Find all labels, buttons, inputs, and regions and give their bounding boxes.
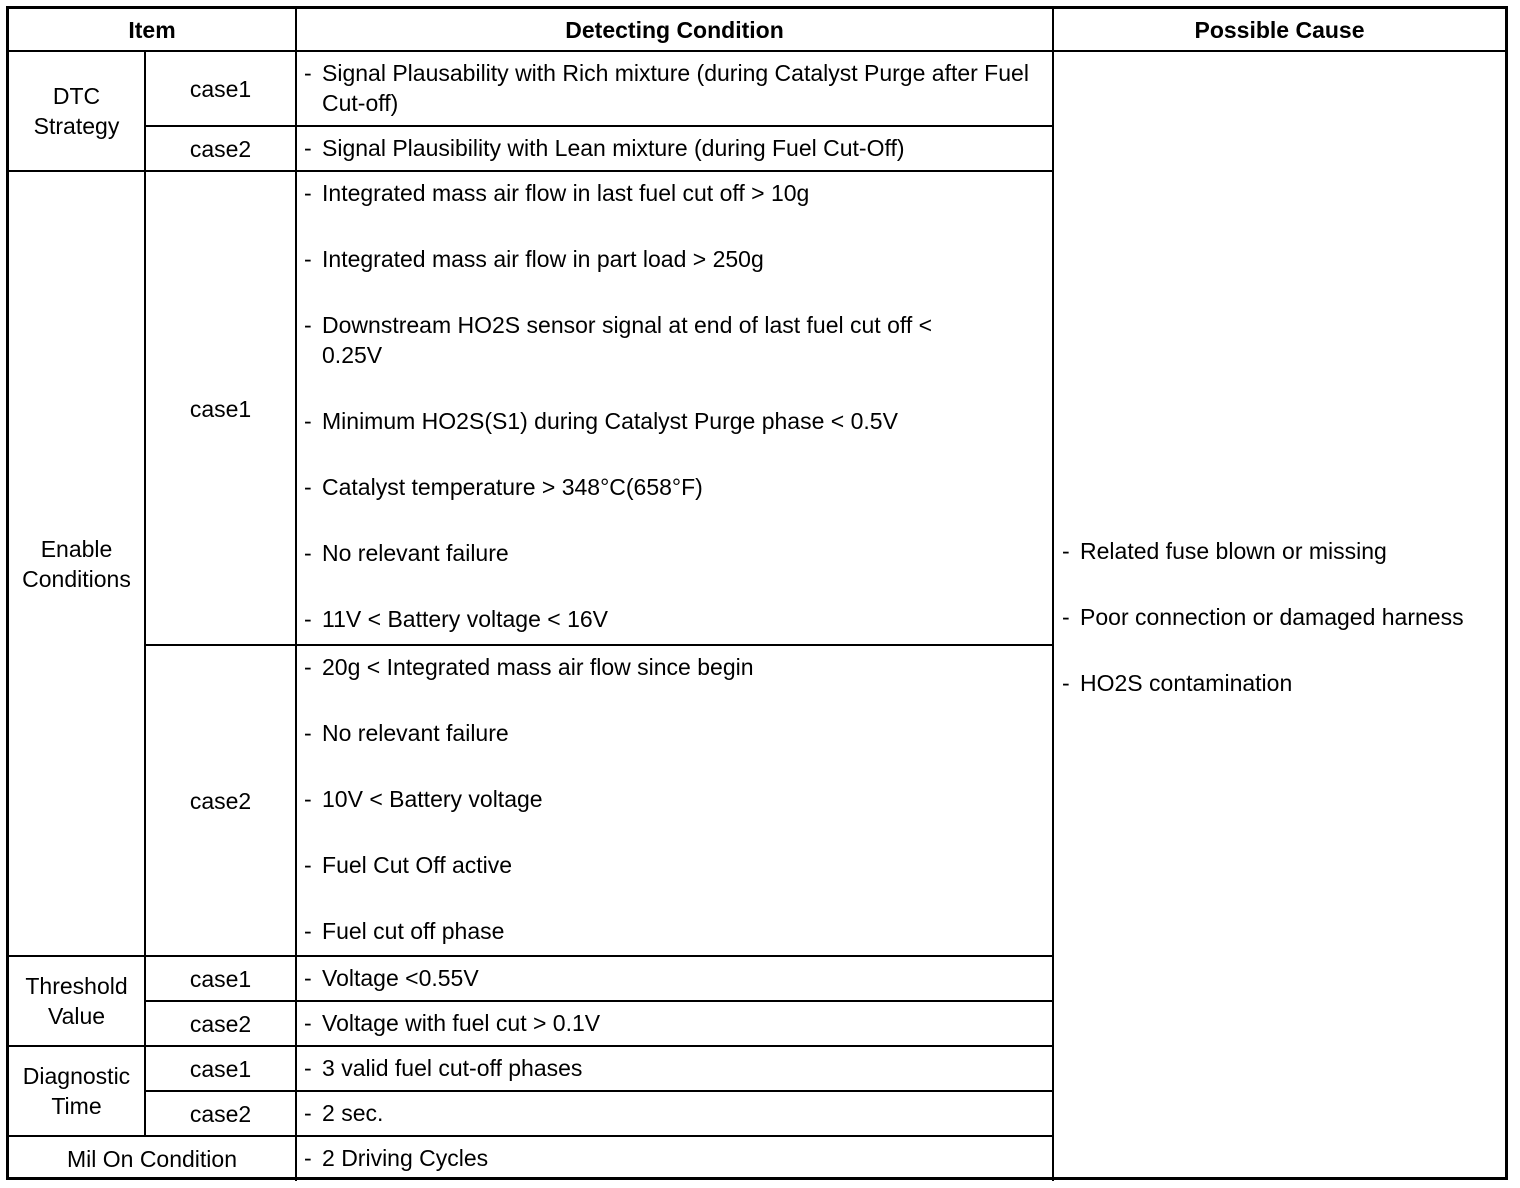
dtc-strategy-case1-label: case1	[145, 51, 296, 126]
condition-item	[304, 652, 1044, 682]
header-item: Item	[9, 9, 296, 51]
mil-on-condition-conditions	[296, 1136, 1053, 1181]
bullet-dash: -	[1062, 603, 1070, 630]
condition-item	[304, 1143, 1044, 1173]
threshold-value-case2-conditions	[296, 1001, 1053, 1046]
condition-item	[304, 784, 1044, 814]
condition-item	[304, 963, 1044, 993]
diagnostic-time-label: Diagnostic Time	[9, 1046, 145, 1136]
possible-cause-text: Related fuse blown or missing	[1080, 537, 1387, 564]
diagnostic-time-case1-conditions	[296, 1046, 1053, 1091]
possible-cause-text: HO2S contamination	[1080, 669, 1293, 696]
enable-conditions-label: Enable Conditions	[9, 171, 145, 956]
diagnostic-time-case1-label: case1	[145, 1046, 296, 1091]
bullet-dash: -	[304, 246, 312, 272]
condition-item	[304, 178, 1044, 208]
condition-item	[304, 406, 1044, 436]
mil-on-condition-label: Mil On Condition	[9, 1136, 296, 1181]
bullet-dash: -	[304, 918, 312, 944]
condition-text: Fuel Cut Off active	[322, 852, 513, 878]
bullet-dash: -	[304, 1010, 312, 1036]
dtc-table	[9, 9, 1505, 1181]
header-row	[9, 9, 1505, 51]
dtc-strategy-case1-row	[9, 51, 1505, 126]
condition-text: 11V < Battery voltage < 16V	[322, 606, 608, 632]
enable-conditions-case1-conditions	[296, 171, 1053, 645]
possible-cause-list	[1062, 536, 1497, 698]
bullet-dash: -	[304, 312, 312, 338]
dtc-strategy-case1-conditions	[296, 51, 1053, 126]
condition-text: Signal Plausability with Rich mixture (during Catalyst Purge after Fuel Cut-off)	[322, 60, 1029, 116]
condition-text: 2 sec.	[322, 1100, 384, 1126]
condition-item	[304, 472, 1044, 502]
bullet-dash: -	[304, 60, 312, 86]
possible-cause-cell	[1053, 51, 1505, 1181]
condition-text: No relevant failure	[322, 540, 509, 566]
bullet-dash: -	[304, 474, 312, 500]
condition-text: Integrated mass air flow in part load > 250g	[322, 246, 764, 272]
bullet-dash: -	[304, 408, 312, 434]
possible-cause-item	[1062, 536, 1497, 566]
bullet-dash: -	[304, 1145, 312, 1171]
bullet-dash: -	[304, 965, 312, 991]
bullet-dash: -	[304, 654, 312, 680]
dtc-strategy-label: DTC Strategy	[9, 51, 145, 171]
bullet-dash: -	[304, 540, 312, 566]
bullet-dash: -	[304, 1100, 312, 1126]
threshold-value-case1-label: case1	[145, 956, 296, 1001]
threshold-value-case2-label: case2	[145, 1001, 296, 1046]
condition-text: Integrated mass air flow in last fuel cut off > 10g	[322, 180, 810, 206]
bullet-dash: -	[304, 135, 312, 161]
bullet-dash: -	[304, 720, 312, 746]
bullet-dash: -	[304, 180, 312, 206]
bullet-dash: -	[304, 786, 312, 812]
condition-item	[304, 58, 1044, 118]
condition-text: No relevant failure	[322, 720, 509, 746]
bullet-dash: -	[1062, 669, 1070, 696]
header-detecting-condition: Detecting Condition	[296, 9, 1053, 51]
possible-cause-item	[1062, 668, 1497, 698]
condition-text: Downstream HO2S sensor signal at end of last fuel cut off < 0.25V	[322, 312, 933, 368]
possible-cause-item	[1062, 602, 1497, 632]
bullet-dash: -	[1062, 537, 1070, 564]
enable-conditions-case2-conditions	[296, 645, 1053, 956]
bullet-dash: -	[304, 852, 312, 878]
condition-text: Voltage with fuel cut > 0.1V	[322, 1010, 601, 1036]
condition-item	[304, 1098, 1044, 1128]
dtc-strategy-case2-conditions	[296, 126, 1053, 171]
condition-text: 3 valid fuel cut-off phases	[322, 1055, 583, 1081]
condition-item	[304, 310, 1044, 370]
condition-text: Fuel cut off phase	[322, 918, 505, 944]
condition-text: Signal Plausibility with Lean mixture (during Fuel Cut-Off)	[322, 135, 905, 161]
possible-cause-text: Poor connection or damaged harness	[1080, 603, 1464, 630]
condition-text: 10V < Battery voltage	[322, 786, 543, 812]
threshold-value-label: Threshold Value	[9, 956, 145, 1046]
condition-item	[304, 604, 1044, 634]
dtc-strategy-case2-label: case2	[145, 126, 296, 171]
condition-text: Catalyst temperature > 348°C(658°F)	[322, 474, 703, 500]
diagnostic-time-case2-label: case2	[145, 1091, 296, 1136]
bullet-dash: -	[304, 1055, 312, 1081]
enable-conditions-case2-label: case2	[145, 645, 296, 956]
condition-item	[304, 538, 1044, 568]
bullet-dash: -	[304, 606, 312, 632]
dtc-table-container	[6, 6, 1508, 1180]
condition-item	[304, 916, 1044, 946]
condition-item	[304, 850, 1044, 880]
condition-text: 2 Driving Cycles	[322, 1145, 489, 1171]
condition-text: Voltage <0.55V	[322, 965, 479, 991]
enable-conditions-case1-label: case1	[145, 171, 296, 645]
header-possible-cause: Possible Cause	[1053, 9, 1505, 51]
condition-item	[304, 133, 1044, 163]
threshold-value-case1-conditions	[296, 956, 1053, 1001]
condition-item	[304, 244, 1044, 274]
diagnostic-time-case2-conditions	[296, 1091, 1053, 1136]
condition-text: 20g < Integrated mass air flow since begin	[322, 654, 754, 680]
condition-item	[304, 718, 1044, 748]
condition-item	[304, 1008, 1044, 1038]
condition-text: Minimum HO2S(S1) during Catalyst Purge phase < 0.5V	[322, 408, 898, 434]
condition-item	[304, 1053, 1044, 1083]
